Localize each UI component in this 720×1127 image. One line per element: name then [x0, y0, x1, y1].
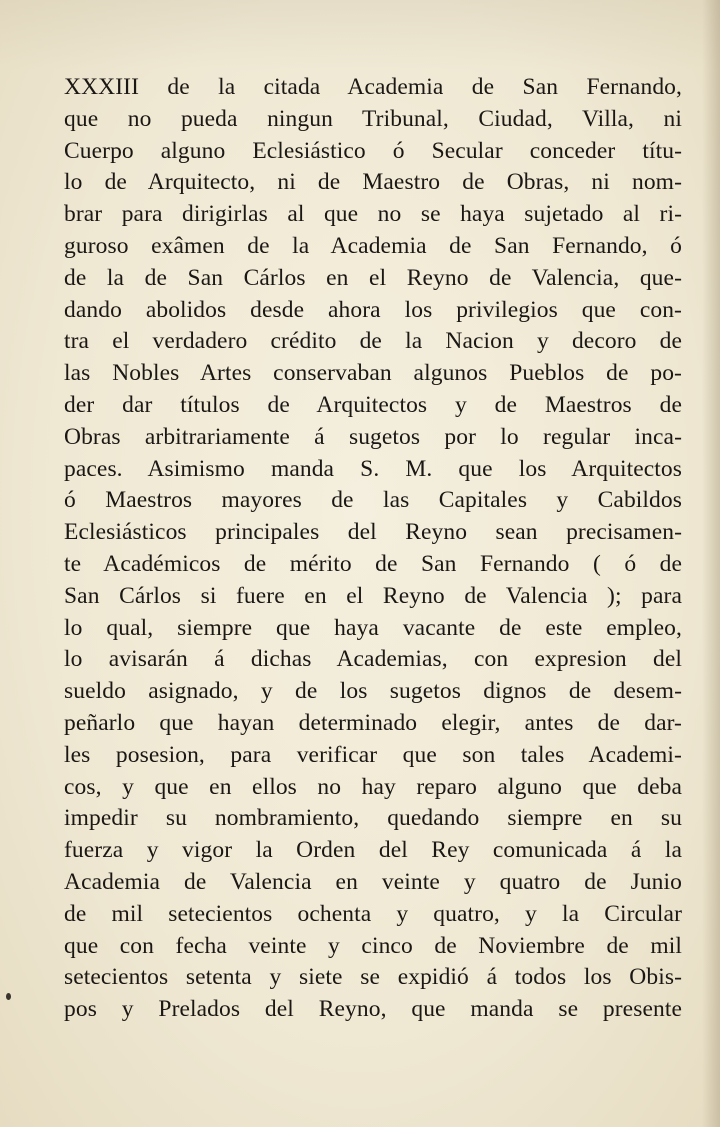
- text-line: pos y Prelados del Reyno, que manda se presente: [64, 996, 682, 1023]
- show-through-area: [0, 0, 720, 70]
- text-line: de mil setecientos ochenta y quatro, y la Circular: [64, 900, 682, 927]
- text-line: Obras arbitrariamente á sugetos por lo regular inca-: [64, 423, 682, 450]
- text-line: sueldo asignado, y de los sugetos dignos de desem-: [64, 678, 682, 705]
- text-line: ó Maestros mayores de las Capitales y Cabildos: [64, 487, 682, 514]
- ink-speck: [6, 993, 11, 1000]
- text-line: que con fecha veinte y cinco de Noviembre de mil: [64, 932, 682, 959]
- text-line: tra el verdadero crédito de la Nacion y decoro de: [64, 328, 682, 355]
- text-line: Eclesiásticos principales del Reyno sean precisamen-: [64, 519, 682, 546]
- text-line: impedir su nombramiento, quedando siempre en su: [64, 805, 682, 832]
- text-line: lo de Arquitecto, ni de Maestro de Obras, ni nom-: [64, 169, 682, 196]
- text-line: les posesion, para verificar que son tales Academi-: [64, 741, 682, 768]
- text-line: Academia de Valencia en veinte y quatro de Junio: [64, 868, 682, 895]
- text-line: guroso exâmen de la Academia de San Fernando, ó: [64, 232, 682, 259]
- text-line: que no pueda ningun Tribunal, Ciudad, Villa, ni: [64, 105, 682, 132]
- text-line: der dar títulos de Arquitectos y de Maestros de: [64, 391, 682, 418]
- text-line: paces. Asimismo manda S. M. que los Arquitectos: [64, 455, 682, 482]
- text-line: cos, y que en ellos no hay reparo alguno que deba: [64, 773, 682, 800]
- text-line: lo avisarán á dichas Academias, con expresion del: [64, 646, 682, 673]
- text-line: lo qual, siempre que haya vacante de este empleo,: [64, 614, 682, 641]
- text-line: de la de San Cárlos en el Reyno de Valencia, que-: [64, 264, 682, 291]
- text-line: San Cárlos si fuere en el Reyno de Valencia ); para: [64, 582, 682, 609]
- text-line: las Nobles Artes conservaban algunos Pueblos de po-: [64, 360, 682, 387]
- text-line: brar para dirigirlas al que no se haya sujetado al ri-: [64, 201, 682, 228]
- text-line: Cuerpo alguno Eclesiástico ó Secular conceder títu-: [64, 137, 682, 164]
- text-line: XXXIII de la citada Academia de San Fernando,: [64, 74, 682, 100]
- text-line: setecientos setenta y siete se expidió á todos los Obis-: [64, 964, 682, 991]
- text-line: te Académicos de mérito de San Fernando ( ó de: [64, 550, 682, 577]
- text-line: fuerza y vigor la Orden del Rey comunicada á la: [64, 837, 682, 864]
- text-line: peñarlo que hayan determinado elegir, antes de dar-: [64, 709, 682, 736]
- page-edge-shadow: [702, 0, 720, 1127]
- text-line: dando abolidos desde ahora los privilegios que con-: [64, 296, 682, 323]
- body-text: [64, 72, 682, 1026]
